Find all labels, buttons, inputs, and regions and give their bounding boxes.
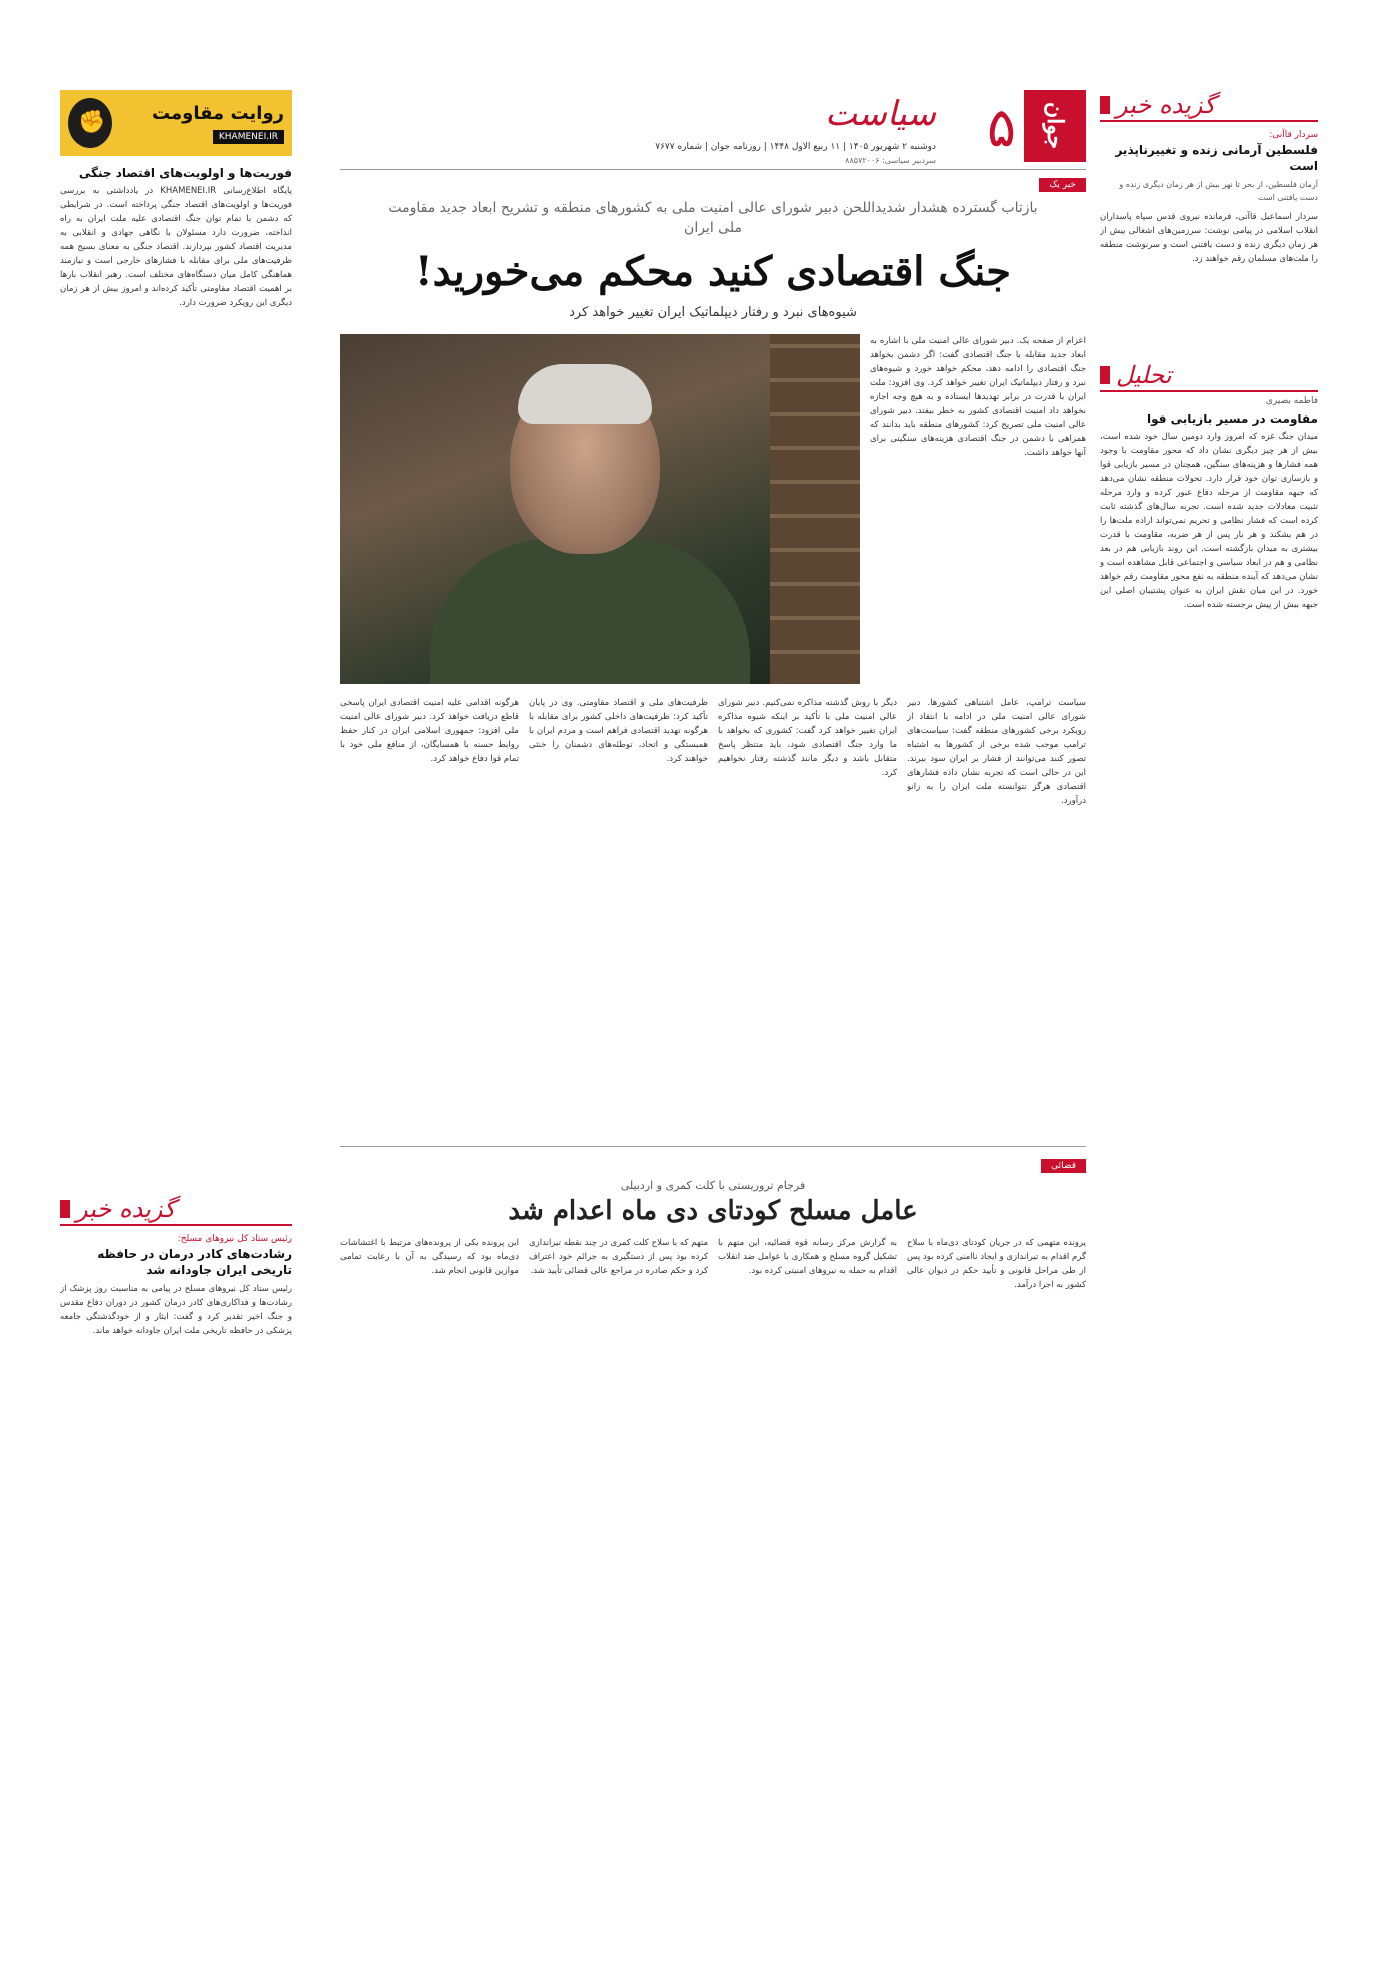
left-news-kicker: رئیس ستاد کل نیروهای مسلح: [177, 1234, 292, 1244]
lead-body-columns [340, 696, 1086, 1136]
analysis-label [1100, 360, 1318, 392]
uniform-shape [430, 539, 750, 684]
label-marker-icon [1100, 366, 1110, 384]
body-column-1: سیاست ترامپ، عامل اشتباهی کشورها. دبیر شورای عالی امنیت ملی در ادامه با انتقاد از رویکرد برخی کشورهای منطقه گفت: سیاست‌های ترامپ موجب شده برخی از کشورها به اشتباه تصور کنند می‌توانند از فشار بر ایران سود ببرند. این در حالی است که تجربه نشان داده فشارهای اقتصادی هرگز نتوانسته ملت ایران را به زانو درآورد. [907, 698, 1086, 806]
analysis-body: میدان جنگ غزه که امروز وارد دومین سال خود شده است، بیش از هر چیز دیگری نشان داد که محور مقاومت با وجود همه فشارها و هزینه‌های سنگین، همچنان در مسیر بازیابی قوا و بازسازی توان خود قرار دارد. تحولات منطقه نشان می‌دهد که جبهه مقاومت از مرحله دفاع عبور کرده و وارد مرحله تثبیت معادلات جدید شده است. تجربه سال‌های گذشته ثابت کرده است که فشار نظامی و تحریم نمی‌تواند اراده ملت‌ها را در هم بشکند و هر بار پس از هر ضربه، مقاومت با قدرت بیشتری به میدان بازگشته است. این روند بازیابی هم در بعد نظامی و هم در ابعاد سیاسی و اجتماعی قابل مشاهده است و نشان می‌دهد که آینده منطقه به نفع محور مقاومت رقم خواهد خورد. در این میان نقش ایران به عنوان پشتیبان اصلی این جبهه بیش از پیش برجسته شده است. [1100, 432, 1318, 610]
left-column [60, 90, 292, 1940]
lead-subtitle: شیوه‌های نبرد و رفتار دیپلماتیک ایران تغییر خواهد کرد [569, 305, 857, 320]
box-column-2: به گزارش مرکز رسانه قوه قضائیه، این متهم با تشکیل گروه مسلح و همکاری با عوامل ضد انقلاب اقدام به حمله به نیروهای امنیتی کرده بود. [718, 1238, 897, 1276]
newspaper-logo[interactable]: جوان [1024, 90, 1086, 162]
portrait-hair [518, 364, 652, 424]
lead-tag: خبر یک [1039, 178, 1086, 192]
box-headline[interactable]: عامل مسلح کودتای دی ماه اعدام شد [508, 1196, 918, 1226]
lead-tag-wrap [340, 170, 1086, 192]
news-lead: آرمان فلسطین، از بحر تا نهر بیش از هر زمان دیگری زنده و دست یافتنی است [1119, 180, 1318, 202]
box-tag: قضائی [1041, 1159, 1086, 1173]
left-news-title: گزیده خبر [76, 1195, 176, 1223]
body-column-2: دیگر با روش گذشته مذاکره نمی‌کنیم. دبیر شورای عالی امنیت ملی با تأکید بر اینکه شیوه مذاکره ایران تغییر خواهد کرد گفت: کشوری که بخواهد با ما وارد جنگ اقتصادی شود، باید منتظر پاسخ متقابل باشد و دیگر مانند گذشته رفتار نخواهیم کرد. [718, 698, 897, 778]
box-tag-wrap [340, 1151, 1086, 1173]
analysis-author: فاطمه بصیری [1265, 396, 1318, 406]
masthead [340, 90, 1086, 170]
left-news-label [60, 1194, 292, 1226]
lead-supertitle: بازتاب گسترده هشدار شدیداللحن دبیر شورای عالی امنیت ملی به کشورهای منطقه و تشریح ابعاد جدید مقاومت ملی ایران [388, 200, 1038, 236]
box-kicker: فرجام تروریستی با کلت کمری و اردبیلی [620, 1179, 806, 1192]
editor-line: سردبیر سیاسی: ۸۸۵۷۲۰۰۶ [845, 156, 936, 165]
page-number: ۵ [986, 96, 1016, 159]
judicial-news-box [340, 1146, 1086, 1541]
body-column-3: ظرفیت‌های ملی و اقتصاد مقاومتی. وی در پایان تأکید کرد: ظرفیت‌های داخلی کشور برای مقابله با هرگونه تهدید اقتصادی فراهم است و مردم ایران با همبستگی و اتحاد، توطئه‌های دشمنان را خنثی خواهند کرد. [529, 698, 708, 764]
box-column-1: پرونده متهمی که در جریان کودتای دی‌ماه با سلاح گرم اقدام به تیراندازی و ایجاد ناامنی کرده بود پس از طی مراحل قانونی و تأیید حکم در دیوان عالی کشور به اجرا درآمد. [907, 1238, 1086, 1290]
lead-headline[interactable]: جنگ اقتصادی کنید محکم می‌خورید! [415, 248, 1011, 295]
news-brief-title: گزیده خبر [1116, 91, 1216, 119]
analysis-headline[interactable]: مقاومت در مسیر بازیابی قوا [1146, 412, 1318, 426]
fist-icon [68, 98, 112, 148]
center-column [340, 90, 1086, 1940]
left-news-body: رئیس ستاد کل نیروهای مسلح در پیامی به مناسبت روز پزشک از رشادت‌ها و فداکاری‌های کادر درمان کشور در دوران دفاع مقدس و جنگ اخیر تقدیر کرد و گفت: ایثار و از خودگذشتگی جامعه پزشکی در حافظه تاریخی ملت ایران جاودانه خواهد ماند. [60, 1284, 292, 1336]
resistance-brand[interactable] [60, 90, 292, 156]
box-columns [340, 1236, 1086, 1536]
label-marker-icon [60, 1200, 70, 1218]
section-name: سیاست [825, 94, 936, 134]
news-headline[interactable]: فلسطین آرمانی زنده و تغییرناپذیر است [1115, 143, 1318, 173]
box-column-3: متهم که با سلاح کلت کمری در چند نقطه تیراندازی کرده بود پس از دستگیری به جرائم خود اعتراف کرد و حکم صادره در مراجع عالی قضائی تأیید شد. [529, 1238, 708, 1276]
body-column-4: هرگونه اقدامی علیه امنیت اقتصادی ایران پاسخی قاطع دریافت خواهد کرد. دبیر شورای عالی امنیت ملی افزود: جمهوری اسلامی ایران در کنار حفظ روابط حسنه با همسایگان، از منافع ملی خود با تمام قوا دفاع خواهد کرد. [340, 698, 519, 764]
brand-title: روایت مقاومت [151, 102, 284, 124]
newspaper-page [60, 90, 1318, 1940]
box-column-4: این پرونده یکی از پرونده‌های مرتبط با اغتشاشات دی‌ماه بود که رسیدگی به آن با رعایت تمامی موازین قانونی انجام شد. [340, 1238, 519, 1276]
lead-photo[interactable] [340, 334, 860, 684]
news-body: سردار اسماعیل قاآنی، فرمانده نیروی قدس سپاه پاسداران انقلاب اسلامی در پیامی نوشت: سرزمین‌های اشغالی بیش از هر زمان دیگری زنده و دست یافتنی است و سرنوشت منطقه را ملت‌های مسلمان رقم خواهند زد. [1100, 212, 1318, 264]
news-kicker: سردار قاآنی: [1269, 130, 1318, 140]
analysis-title: تحلیل [1116, 361, 1172, 389]
lead-text: اعزام از صفحه یک. دبیر شورای عالی امنیت ملی با اشاره به ابعاد جدید مقابله با جنگ اقتصادی گفت: اگر دشمن بخواهد جنگ اقتصادی را ادامه دهد، محکم خواهد خورد و شیوه‌های نبرد و رفتار دیپلماتیک ایران تغییر خواهد کرد. وی افزود: ملت ایران با قدرت در برابر تهدیدها ایستاده و به هیچ وجه اجازه نخواهد داد امنیت اقتصادی کشور به خطر بیفتد. دبیر شورای عالی امنیت ملی تصریح کرد: کشورهای منطقه باید بدانند که همراهی با دشمن در جنگ اقتصادی هزینه‌های سنگینی برای آنها خواهد داشت. [870, 336, 1086, 458]
label-marker-icon [1100, 96, 1110, 114]
brand-text-block [152, 103, 284, 144]
left-news-headline[interactable]: رشادت‌های کادر درمان در حافظه تاریخی ایران جاودانه شد [97, 1247, 292, 1277]
left-body: پایگاه اطلاع‌رسانی KHAMENEI.IR در یادداشتی به بررسی فوریت‌ها و اولویت‌های اقتصاد جنگی پرداخته است. در شرایطی که دشمن با تمام توان جنگ اقتصادی علیه ملت ایران به راه انداخته، ضرورت دارد مسئولان با نگاهی جهادی و انقلابی به مدیریت اقتصاد کشور بپردازند. اقتصاد جنگی به معنای بسیج همه ظرفیت‌های ملی برای مقابله با فشارهای خارجی است و نیازمند هماهنگی کامل میان دستگاه‌های مختلف است. رهبر انقلاب بارها بر اهمیت اقتصاد مقاومتی تأکید کرده‌اند و امروز بیش از هر زمان دیگری این رویکرد ضرورت دارد. [60, 186, 292, 308]
left-headline[interactable]: فوریت‌ها و اولویت‌های اقتصاد جنگی [78, 166, 292, 180]
right-column [1100, 90, 1318, 1940]
brand-url[interactable]: KHAMENEI.IR [213, 130, 284, 144]
news-brief-label [1100, 90, 1318, 122]
bookshelf-background [770, 334, 860, 684]
lead-area [340, 334, 1086, 684]
dateline: دوشنبه ۲ شهریور ۱۴۰۵ | ۱۱ ربیع الاول ۱۴۴۸ | روزنامه جوان | شماره ۷۶۷۷ [655, 142, 936, 152]
